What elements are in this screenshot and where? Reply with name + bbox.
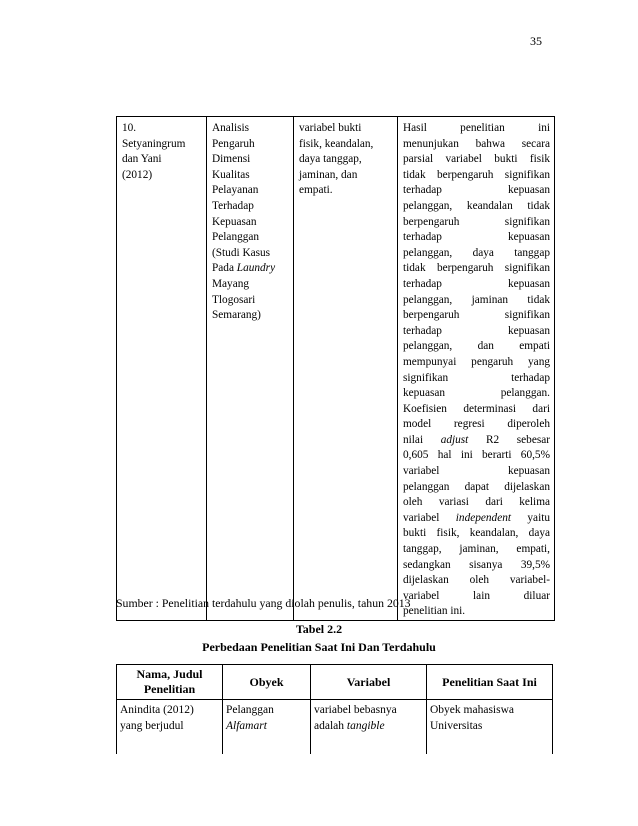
table-caption-number: Tabel 2.2 [295,622,343,636]
header-line: Penelitian [143,682,196,696]
cell-line: (2012) [122,168,153,181]
cell-line: tanggap, jaminan, empati, [403,543,550,556]
cell-current-research [427,700,553,755]
cell-line: Hasil penelitian ini [403,122,550,134]
table-header-row [117,665,553,700]
cell-line: Setyaningrum [122,137,186,150]
column-header-variable: Variabel [311,665,427,700]
previous-research-table-continued [116,116,555,621]
cell-text: variabel [403,511,456,524]
column-header-name-title [117,665,223,700]
cell-line: Terhadap [212,199,254,212]
cell-line: Pelanggan [212,231,260,244]
cell-line: terhadap kepuasan [403,324,550,337]
column-header-object: Obyek [223,665,311,700]
cell-line: mempunyai pengaruh yang [403,355,550,368]
cell-line [403,433,550,449]
cell-number-author [117,117,207,621]
cell-line: dan Yani [122,153,162,166]
cell-line: sedangkan sisanya 39,5% [403,558,550,571]
cell-text-italic: tangible [346,720,385,732]
cell-line: Mayang [212,277,250,290]
cell-line: fisik, keandalan, [299,137,374,150]
cell-line: jaminan, dan [299,168,358,181]
cell-line: Pengaruh [212,137,255,150]
comparison-table [116,664,553,754]
cell-title [207,117,294,621]
cell-text: nilai [403,433,441,446]
cell-line: terhadap kepuasan [403,231,550,244]
cell-line: tidak berpengaruh signifikan [403,168,550,181]
cell-line: Anindita (2012) [120,704,194,716]
cell-line: empati. [299,184,333,197]
cell-line: pelanggan, jaminan tidak [403,293,550,306]
column-header-current-research: Penelitian Saat Ini [427,665,553,700]
cell-line: berpengaruh signifikan [403,309,550,322]
cell-text-italic: independent [455,511,511,524]
cell-line: yang berjudul [120,720,184,732]
cell-name-title [117,700,223,755]
cell-line: Semarang) [212,309,261,322]
cell-object [223,700,311,755]
cell-line: Pelanggan [226,704,274,716]
cell-line: Pelayanan [212,184,259,197]
cell-line: signifikan terhadap [403,371,550,384]
cell-line: tidak berpengaruh signifikan [403,262,550,275]
cell-line: 10. [122,122,137,134]
cell-text: R2 sebesar [468,433,550,446]
table-row [117,700,553,755]
cell-line: variabel bukti [299,122,362,134]
cell-line: pelanggan, daya tanggap [403,246,550,259]
cell-line: model regresi diperoleh [403,418,550,431]
cell-line: pelanggan, dan empati [403,340,550,353]
cell-line: terhadap kepuasan [403,184,550,197]
cell-line: Tlogosari [212,293,256,306]
cell-text: Pada [212,262,237,275]
cell-variable [294,117,398,621]
cell-line: bukti fisik, keandalan, daya [403,527,550,540]
cell-line: 0,605 hal ini berarti 60,5% [403,449,550,462]
cell-line: menunjukan bahwa secara [403,137,550,150]
cell-line: berpengaruh signifikan [403,215,550,228]
cell-line: variabel lain diluar [403,589,550,602]
cell-line: daya tanggap, [299,153,362,166]
cell-text-italic: Alfamart [226,720,267,732]
source-note: Sumber : Penelitian terdahulu yang diolah penulis, tahun 2013 [116,596,411,610]
cell-text-italic: adjust [440,433,469,446]
cell-line: Universitas [430,720,483,732]
cell-line: parsial variabel bukti fisik [403,153,550,166]
cell-line: Obyek mahasiswa [430,704,514,716]
table-caption-title: Perbedaan Penelitian Saat Ini Dan Terdahulu [202,640,436,654]
cell-line: (Studi Kasus [212,246,271,259]
table-row [117,117,555,621]
cell-line: variabel bebasnya [314,704,397,716]
cell-line: dijelaskan oleh variabel- [403,574,550,587]
cell-line: kepuasan pelanggan. [403,387,550,400]
cell-line: penelitian ini. [403,605,466,618]
cell-line: Analisis [212,122,250,134]
cell-line [403,511,550,527]
page-number: 35 [530,34,542,48]
cell-line [314,718,423,734]
cell-line: oleh variasi dari kelima [403,496,550,509]
cell-line: Dimensi [212,153,251,166]
cell-line: variabel kepuasan [403,465,550,478]
cell-line: Koefisien determinasi dari [403,402,550,415]
cell-text: adalah [314,720,347,732]
cell-line: pelanggan, keandalan tidak [403,199,550,212]
cell-line: Kepuasan [212,215,257,228]
cell-line: pelanggan dapat dijelaskan [403,480,550,493]
cell-text-italic: Laundry [236,262,276,275]
cell-variable [311,700,427,755]
cell-line: terhadap kepuasan [403,277,550,290]
cell-text: yaitu [511,511,550,524]
cell-line: Kualitas [212,168,250,181]
cell-result [398,117,555,621]
cell-line [212,261,289,277]
header-line: Nama, Judul [136,667,203,681]
